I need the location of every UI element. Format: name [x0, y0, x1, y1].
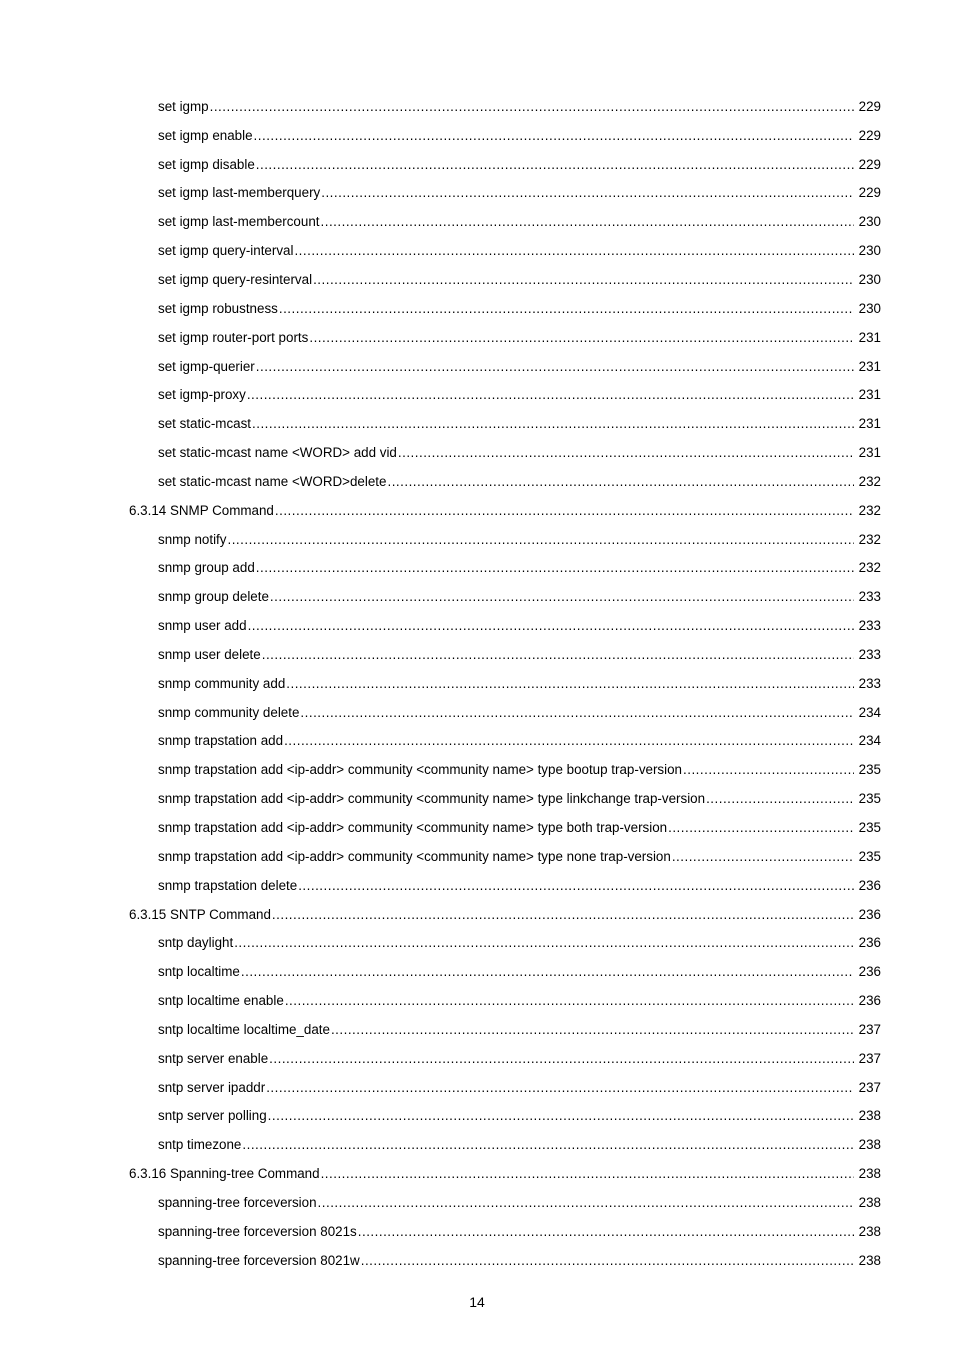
toc-entry-title: set static-mcast name <WORD>delete — [158, 473, 387, 489]
toc-entry-title: set igmp — [158, 98, 209, 114]
toc-entry-title: sntp server polling — [158, 1108, 267, 1124]
toc-entry-page: 234 — [858, 733, 881, 749]
toc-entry[interactable] — [0, 380, 954, 409]
toc-entry-page: 235 — [858, 762, 881, 778]
page-number: 14 — [469, 1294, 485, 1310]
toc-entry[interactable] — [0, 727, 954, 756]
toc-entry-title: sntp server ipaddr — [158, 1079, 266, 1095]
toc-dot-leader — [266, 1080, 854, 1095]
toc-dot-leader — [210, 99, 854, 114]
toc-entry-title: 6.3.14 SNMP Command — [129, 502, 274, 518]
toc-entry-title: snmp notify — [158, 531, 227, 547]
toc-dot-leader — [272, 907, 854, 922]
toc-entry-page: 238 — [858, 1252, 881, 1268]
toc-dot-leader — [398, 445, 854, 460]
toc-entry[interactable] — [0, 1246, 954, 1275]
toc-entry[interactable] — [0, 1015, 954, 1044]
toc-entry[interactable] — [0, 207, 954, 236]
toc-dot-leader — [683, 762, 854, 777]
toc-entry[interactable] — [0, 842, 954, 871]
toc-entry-title: set igmp-proxy — [158, 387, 246, 403]
toc-entry[interactable] — [0, 1188, 954, 1217]
toc-entry-page: 231 — [858, 329, 881, 345]
toc-entry[interactable] — [0, 1102, 954, 1131]
toc-entry[interactable] — [0, 582, 954, 611]
toc-entry-title: spanning-tree forceversion 8021s — [158, 1223, 357, 1239]
toc-dot-leader — [269, 1051, 854, 1066]
toc-entry-title: sntp server enable — [158, 1050, 269, 1066]
toc-entry-page: 231 — [858, 358, 881, 374]
toc-entry-title: sntp localtime localtime_date — [158, 1021, 330, 1037]
toc-dot-leader — [358, 1224, 854, 1239]
toc-entry-title: snmp community add — [158, 675, 286, 691]
toc-dot-leader — [313, 272, 854, 287]
toc-entry-page: 229 — [858, 185, 881, 201]
toc-entry[interactable] — [0, 698, 954, 727]
toc-dot-leader — [279, 301, 854, 316]
toc-entry[interactable] — [0, 150, 954, 179]
toc-dot-leader — [321, 214, 855, 229]
toc-entry[interactable] — [0, 871, 954, 900]
toc-entry-title: set igmp router-port ports — [158, 329, 309, 345]
toc-entry[interactable] — [0, 179, 954, 208]
toc-entry-page: 238 — [858, 1223, 881, 1239]
toc-dot-leader — [248, 618, 854, 633]
toc-entry-title: snmp trapstation add — [158, 733, 284, 749]
toc-entry-page: 230 — [858, 243, 881, 259]
toc-dot-leader — [270, 589, 854, 604]
toc-entry-page: 235 — [858, 820, 881, 836]
toc-entry-page: 229 — [858, 127, 881, 143]
toc-entry[interactable] — [0, 1073, 954, 1102]
toc-entry-page: 236 — [858, 964, 881, 980]
toc-dot-leader — [247, 387, 854, 402]
toc-entry-page: 233 — [858, 646, 881, 662]
toc-section-entry[interactable] — [0, 496, 954, 525]
toc-section-entry[interactable] — [0, 900, 954, 929]
toc-entry-title: set igmp last-membercount — [158, 214, 320, 230]
toc-dot-leader — [242, 1137, 854, 1152]
toc-entry-title: snmp trapstation add <ip-addr> community <community name> type bootup trap-version — [158, 762, 682, 778]
toc-dot-leader — [252, 416, 854, 431]
toc-entry[interactable] — [0, 236, 954, 265]
toc-entry-title: set igmp disable — [158, 156, 255, 172]
toc-dot-leader — [241, 964, 854, 979]
toc-entry[interactable] — [0, 409, 954, 438]
toc-entry[interactable] — [0, 669, 954, 698]
toc-entry-page: 237 — [858, 1021, 881, 1037]
toc-entry-title: spanning-tree forceversion 8021w — [158, 1252, 360, 1268]
toc-entry-title: snmp group delete — [158, 589, 269, 605]
toc-entry-title: set igmp enable — [158, 127, 253, 143]
toc-entry-page: 231 — [858, 387, 881, 403]
toc-dot-leader — [227, 532, 854, 547]
toc-dot-leader — [668, 820, 854, 835]
toc-entry-page: 238 — [858, 1166, 881, 1182]
toc-entry-page: 237 — [858, 1079, 881, 1095]
toc-dot-leader — [318, 1195, 854, 1210]
toc-entry[interactable] — [0, 813, 954, 842]
toc-entry-title: 6.3.16 Spanning-tree Command — [129, 1166, 320, 1182]
toc-entry-title: set igmp query-interval — [158, 243, 294, 259]
toc-entry-page: 229 — [858, 98, 881, 114]
toc-entry[interactable] — [0, 265, 954, 294]
toc-entry-title: snmp trapstation add <ip-addr> community <community name> type none trap-version — [158, 848, 671, 864]
toc-entry-title: spanning-tree forceversion — [158, 1194, 317, 1210]
toc-entry-title: sntp daylight — [158, 935, 234, 951]
toc-entry-page: 234 — [858, 704, 881, 720]
toc-entry-title: snmp user add — [158, 618, 247, 634]
toc-entry[interactable] — [0, 640, 954, 669]
toc-entry-page: 230 — [858, 300, 881, 316]
toc-entry[interactable] — [0, 438, 954, 467]
toc-entry[interactable] — [0, 121, 954, 150]
toc-entry[interactable] — [0, 467, 954, 496]
toc-entry-page: 233 — [858, 675, 881, 691]
toc-entry[interactable] — [0, 1130, 954, 1159]
toc-entry-title: snmp trapstation add <ip-addr> community <community name> type linkchange trap-version — [158, 791, 706, 807]
toc-entry[interactable] — [0, 1044, 954, 1073]
toc-dot-leader — [262, 647, 854, 662]
toc-dot-leader — [706, 791, 854, 806]
toc-entry-title: set static-mcast — [158, 416, 252, 432]
toc-entry-page: 236 — [858, 906, 881, 922]
toc-entry-page: 238 — [858, 1137, 881, 1153]
toc-entry-title: set igmp query-resinterval — [158, 271, 313, 287]
toc-dot-leader — [256, 359, 854, 374]
toc-entry[interactable] — [0, 986, 954, 1015]
toc-entry[interactable] — [0, 928, 954, 957]
toc-entry[interactable] — [0, 294, 954, 323]
toc-dot-leader — [256, 560, 854, 575]
toc-dot-leader — [309, 330, 854, 345]
toc-entry-title: 6.3.15 SNTP Command — [129, 906, 271, 922]
toc-dot-leader — [361, 1253, 854, 1268]
toc-entry-title: set igmp robustness — [158, 300, 278, 316]
toc-entry-title: snmp trapstation delete — [158, 877, 298, 893]
toc-dot-leader — [268, 1108, 854, 1123]
toc-dot-leader — [234, 935, 854, 950]
table-of-contents — [0, 92, 954, 1275]
toc-entry-page: 233 — [858, 589, 881, 605]
toc-entry-title: snmp group add — [158, 560, 255, 576]
toc-entry-page: 235 — [858, 791, 881, 807]
toc-dot-leader — [294, 243, 854, 258]
toc-entry-page: 232 — [858, 473, 881, 489]
toc-entry-title: set igmp last-memberquery — [158, 185, 321, 201]
toc-dot-leader — [321, 1166, 854, 1181]
toc-dot-leader — [275, 503, 854, 518]
toc-entry-title: snmp trapstation add <ip-addr> community <community name> type both trap-version — [158, 820, 668, 836]
toc-dot-leader — [331, 1022, 854, 1037]
toc-entry-page: 230 — [858, 271, 881, 287]
toc-entry-title: sntp localtime — [158, 964, 240, 980]
toc-entry[interactable] — [0, 957, 954, 986]
toc-dot-leader — [387, 474, 854, 489]
toc-entry-title: snmp user delete — [158, 646, 261, 662]
toc-section-entry[interactable] — [0, 1159, 954, 1188]
toc-entry-page: 232 — [858, 560, 881, 576]
toc-entry-page: 230 — [858, 214, 881, 230]
toc-entry-title: sntp localtime enable — [158, 993, 284, 1009]
toc-dot-leader — [672, 849, 854, 864]
toc-entry[interactable] — [0, 352, 954, 381]
toc-entry-page: 231 — [858, 445, 881, 461]
toc-entry-page: 238 — [858, 1108, 881, 1124]
toc-entry[interactable] — [0, 525, 954, 554]
toc-entry[interactable] — [0, 784, 954, 813]
toc-entry[interactable] — [0, 323, 954, 352]
toc-entry-page: 232 — [858, 531, 881, 547]
toc-entry-title: set static-mcast name <WORD> add vid — [158, 445, 397, 461]
toc-entry-page: 232 — [858, 502, 881, 518]
toc-entry-title: snmp community delete — [158, 704, 300, 720]
toc-dot-leader — [298, 878, 854, 893]
toc-entry-page: 231 — [858, 416, 881, 432]
toc-entry[interactable] — [0, 554, 954, 583]
toc-entry[interactable] — [0, 611, 954, 640]
toc-entry-page: 236 — [858, 993, 881, 1009]
toc-entry-page: 236 — [858, 935, 881, 951]
toc-dot-leader — [256, 157, 854, 172]
toc-dot-leader — [254, 128, 854, 143]
toc-entry-page: 236 — [858, 877, 881, 893]
toc-dot-leader — [300, 705, 854, 720]
toc-dot-leader — [284, 733, 854, 748]
toc-entry-page: 237 — [858, 1050, 881, 1066]
toc-dot-leader — [321, 185, 854, 200]
toc-entry-page: 235 — [858, 848, 881, 864]
toc-entry-page: 238 — [858, 1194, 881, 1210]
toc-dot-leader — [285, 993, 854, 1008]
toc-entry-page: 229 — [858, 156, 881, 172]
toc-dot-leader — [286, 676, 854, 691]
toc-entry-title: set igmp-querier — [158, 358, 255, 374]
toc-entry[interactable] — [0, 92, 954, 121]
toc-entry[interactable] — [0, 755, 954, 784]
toc-entry-page: 233 — [858, 618, 881, 634]
toc-entry[interactable] — [0, 1217, 954, 1246]
toc-entry-title: sntp timezone — [158, 1137, 242, 1153]
